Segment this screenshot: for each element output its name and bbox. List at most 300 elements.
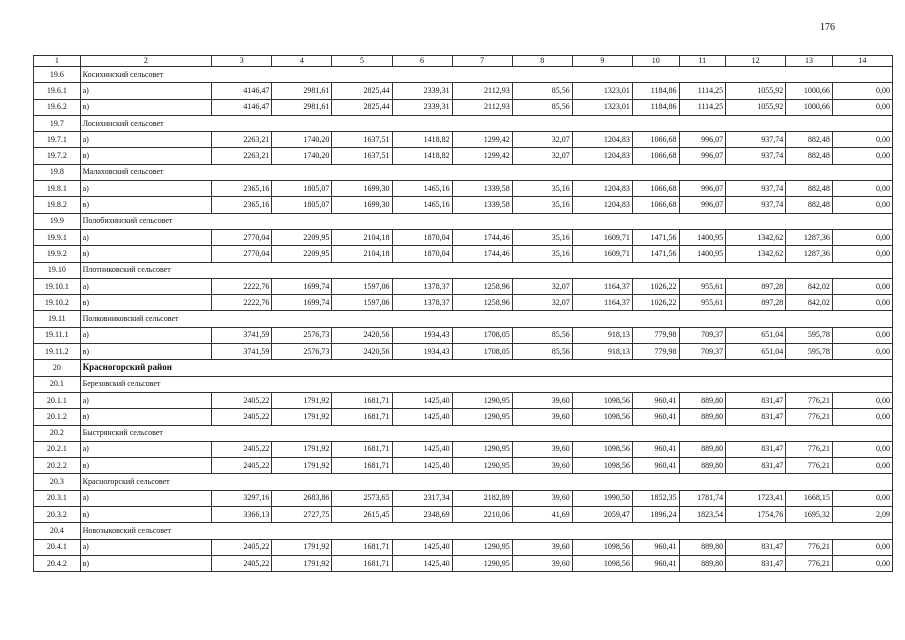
column-number: 1 [34, 56, 81, 67]
value-cell: 779,98 [632, 344, 679, 360]
row-code: 20.3.1 [34, 490, 81, 506]
section-title: Березовский сельсовет [80, 376, 892, 392]
section-code: 20.3 [34, 474, 81, 490]
value-cell: 1418,82 [392, 132, 452, 148]
value-cell: 1164,37 [572, 278, 632, 294]
value-cell: 0,00 [832, 441, 892, 457]
value-cell: 1791,92 [272, 441, 332, 457]
value-cell: 651,04 [726, 344, 786, 360]
section-code: 20.2 [34, 425, 81, 441]
value-cell: 32,07 [512, 295, 572, 311]
value-cell: 2,09 [832, 507, 892, 523]
value-cell: 2263,21 [212, 132, 272, 148]
value-cell: 1204,83 [572, 197, 632, 213]
value-cell: 1699,30 [332, 181, 392, 197]
column-number: 7 [452, 56, 512, 67]
row-code: 20.4.1 [34, 539, 81, 555]
section-code: 19.8 [34, 164, 81, 180]
value-cell: 1609,71 [572, 246, 632, 262]
value-cell: 1000,66 [786, 99, 833, 115]
row-label: в) [80, 99, 212, 115]
section-header-row [34, 376, 893, 392]
value-cell: 2981,61 [272, 83, 332, 99]
row-label: а) [80, 132, 212, 148]
value-cell: 889,80 [679, 392, 726, 408]
value-cell: 2210,06 [452, 507, 512, 523]
value-cell: 39,60 [512, 539, 572, 555]
value-cell: 1637,51 [332, 132, 392, 148]
value-cell: 1114,25 [679, 99, 726, 115]
value-cell: 1471,56 [632, 246, 679, 262]
value-cell: 776,21 [786, 441, 833, 457]
value-cell: 1425,40 [392, 409, 452, 425]
section-title: Новозыковский сельсовет [80, 523, 892, 539]
value-cell: 4146,47 [212, 99, 272, 115]
value-cell: 1323,01 [572, 99, 632, 115]
section-code: 19.11 [34, 311, 81, 327]
value-cell: 1609,71 [572, 229, 632, 245]
value-cell: 0,00 [832, 392, 892, 408]
row-label: в) [80, 344, 212, 360]
value-cell: 2317,34 [392, 490, 452, 506]
value-cell: 1708,05 [452, 327, 512, 343]
value-cell: 1287,36 [786, 229, 833, 245]
value-cell: 1000,66 [786, 83, 833, 99]
value-cell: 2182,89 [452, 490, 512, 506]
value-cell: 1342,62 [726, 246, 786, 262]
value-cell: 996,07 [679, 181, 726, 197]
value-cell: 1934,43 [392, 344, 452, 360]
value-cell: 1681,71 [332, 555, 392, 571]
value-cell: 2576,73 [272, 344, 332, 360]
value-cell: 0,00 [832, 327, 892, 343]
value-cell: 1425,40 [392, 441, 452, 457]
section-title: Полобихинский сельсовет [80, 213, 892, 229]
value-cell: 1471,56 [632, 229, 679, 245]
value-cell: 1791,92 [272, 458, 332, 474]
section-title: Красногорский сельсовет [80, 474, 892, 490]
row-label: в) [80, 246, 212, 262]
value-cell: 1299,42 [452, 148, 512, 164]
table-row [34, 197, 893, 213]
value-cell: 1290,95 [452, 458, 512, 474]
value-cell: 1184,86 [632, 83, 679, 99]
section-code: 20.1 [34, 376, 81, 392]
value-cell: 32,07 [512, 148, 572, 164]
value-cell: 3741,59 [212, 327, 272, 343]
value-cell: 2770,04 [212, 246, 272, 262]
table-row [34, 295, 893, 311]
row-code: 19.10.2 [34, 295, 81, 311]
value-cell: 1791,92 [272, 539, 332, 555]
table-row [34, 458, 893, 474]
column-number: 5 [332, 56, 392, 67]
value-cell: 960,41 [632, 392, 679, 408]
value-cell: 2104,18 [332, 246, 392, 262]
value-cell: 0,00 [832, 490, 892, 506]
value-cell: 39,60 [512, 555, 572, 571]
value-cell: 889,80 [679, 539, 726, 555]
section-header-row [34, 115, 893, 131]
row-code: 19.8.2 [34, 197, 81, 213]
value-cell: 1055,92 [726, 83, 786, 99]
value-cell: 1066,68 [632, 148, 679, 164]
row-code: 20.1.1 [34, 392, 81, 408]
district-title: Красногорский район [80, 360, 892, 376]
value-cell: 2727,75 [272, 507, 332, 523]
value-cell: 39,60 [512, 441, 572, 457]
value-cell: 709,37 [679, 327, 726, 343]
value-cell: 1258,96 [452, 295, 512, 311]
value-cell: 1805,07 [272, 181, 332, 197]
row-code: 19.9.2 [34, 246, 81, 262]
row-code: 19.8.1 [34, 181, 81, 197]
value-cell: 960,41 [632, 409, 679, 425]
value-cell: 2825,44 [332, 83, 392, 99]
value-cell: 2420,56 [332, 344, 392, 360]
value-cell: 0,00 [832, 83, 892, 99]
value-cell: 937,74 [726, 197, 786, 213]
value-cell: 1066,68 [632, 181, 679, 197]
column-number: 14 [832, 56, 892, 67]
row-label: в) [80, 458, 212, 474]
row-code: 19.7.2 [34, 148, 81, 164]
section-title: Лосихинский сельсовет [80, 115, 892, 131]
value-cell: 39,60 [512, 409, 572, 425]
value-cell: 2222,76 [212, 295, 272, 311]
value-cell: 918,13 [572, 327, 632, 343]
value-cell: 1870,04 [392, 246, 452, 262]
value-cell: 0,00 [832, 555, 892, 571]
table-row [34, 490, 893, 506]
value-cell: 1258,96 [452, 278, 512, 294]
value-cell: 0,00 [832, 246, 892, 262]
row-code: 19.9.1 [34, 229, 81, 245]
value-cell: 1597,06 [332, 295, 392, 311]
value-cell: 882,48 [786, 132, 833, 148]
value-cell: 1695,32 [786, 507, 833, 523]
row-code: 20.1.2 [34, 409, 81, 425]
value-cell: 889,80 [679, 555, 726, 571]
value-cell: 1204,83 [572, 148, 632, 164]
section-header-row [34, 474, 893, 490]
table-row [34, 99, 893, 115]
section-code: 19.10 [34, 262, 81, 278]
value-cell: 1681,71 [332, 441, 392, 457]
value-cell: 32,07 [512, 278, 572, 294]
value-cell: 32,07 [512, 132, 572, 148]
value-cell: 1744,46 [452, 229, 512, 245]
value-cell: 0,00 [832, 539, 892, 555]
column-number: 12 [726, 56, 786, 67]
value-cell: 1699,74 [272, 295, 332, 311]
value-cell: 1323,01 [572, 83, 632, 99]
row-label: а) [80, 181, 212, 197]
value-cell: 776,21 [786, 392, 833, 408]
value-cell: 1098,56 [572, 392, 632, 408]
row-label: в) [80, 555, 212, 571]
table-row [34, 409, 893, 425]
value-cell: 2576,73 [272, 327, 332, 343]
value-cell: 1290,95 [452, 441, 512, 457]
table-row [34, 507, 893, 523]
section-header-row [34, 67, 893, 83]
column-number-row [34, 56, 893, 67]
row-code: 19.11.2 [34, 344, 81, 360]
column-number: 3 [212, 56, 272, 67]
value-cell: 2339,31 [392, 83, 452, 99]
table-body [34, 67, 893, 572]
row-label: в) [80, 507, 212, 523]
value-cell: 35,16 [512, 181, 572, 197]
row-label: в) [80, 409, 212, 425]
table-row [34, 229, 893, 245]
value-cell: 897,28 [726, 278, 786, 294]
value-cell: 2405,22 [212, 458, 272, 474]
value-cell: 1400,95 [679, 246, 726, 262]
value-cell: 3366,13 [212, 507, 272, 523]
value-cell: 1681,71 [332, 409, 392, 425]
column-number: 13 [786, 56, 833, 67]
value-cell: 1400,95 [679, 229, 726, 245]
value-cell: 1098,56 [572, 441, 632, 457]
table-row [34, 392, 893, 408]
value-cell: 955,61 [679, 295, 726, 311]
table-row [34, 327, 893, 343]
value-cell: 2112,93 [452, 99, 512, 115]
row-code: 20.2.2 [34, 458, 81, 474]
value-cell: 2981,61 [272, 99, 332, 115]
table-row [34, 83, 893, 99]
value-cell: 2348,69 [392, 507, 452, 523]
district-header-row [34, 360, 893, 376]
value-cell: 85,56 [512, 99, 572, 115]
value-cell: 889,80 [679, 409, 726, 425]
column-number: 4 [272, 56, 332, 67]
table-row [34, 132, 893, 148]
row-label: а) [80, 83, 212, 99]
value-cell: 1708,05 [452, 344, 512, 360]
value-cell: 85,56 [512, 327, 572, 343]
row-code: 19.6.1 [34, 83, 81, 99]
value-cell: 2405,22 [212, 392, 272, 408]
value-cell: 1339,58 [452, 181, 512, 197]
value-cell: 1098,56 [572, 409, 632, 425]
value-cell: 709,37 [679, 344, 726, 360]
value-cell: 996,07 [679, 148, 726, 164]
value-cell: 595,78 [786, 344, 833, 360]
section-header-row [34, 164, 893, 180]
value-cell: 776,21 [786, 409, 833, 425]
column-number: 6 [392, 56, 452, 67]
value-cell: 1290,95 [452, 392, 512, 408]
column-number: 8 [512, 56, 572, 67]
value-cell: 85,56 [512, 83, 572, 99]
value-cell: 4146,47 [212, 83, 272, 99]
value-cell: 1339,58 [452, 197, 512, 213]
value-cell: 776,21 [786, 458, 833, 474]
value-cell: 0,00 [832, 409, 892, 425]
table-row [34, 555, 893, 571]
value-cell: 1791,92 [272, 555, 332, 571]
value-cell: 1791,92 [272, 409, 332, 425]
value-cell: 39,60 [512, 458, 572, 474]
row-code: 20.2.1 [34, 441, 81, 457]
value-cell: 937,74 [726, 181, 786, 197]
section-header-row [34, 213, 893, 229]
tariff-table [33, 55, 893, 572]
section-header-row [34, 262, 893, 278]
value-cell: 1378,37 [392, 278, 452, 294]
value-cell: 937,74 [726, 148, 786, 164]
value-cell: 0,00 [832, 99, 892, 115]
row-label: а) [80, 327, 212, 343]
row-code: 19.10.1 [34, 278, 81, 294]
value-cell: 1465,16 [392, 181, 452, 197]
value-cell: 842,02 [786, 295, 833, 311]
row-code: 19.6.2 [34, 99, 81, 115]
value-cell: 960,41 [632, 555, 679, 571]
section-title: Малаховский сельсовет [80, 164, 892, 180]
row-code: 20.4.2 [34, 555, 81, 571]
value-cell: 2365,16 [212, 197, 272, 213]
value-cell: 960,41 [632, 458, 679, 474]
row-label: в) [80, 197, 212, 213]
value-cell: 2222,76 [212, 278, 272, 294]
value-cell: 0,00 [832, 278, 892, 294]
column-number: 2 [80, 56, 212, 67]
column-number: 9 [572, 56, 632, 67]
section-code: 20 [34, 360, 81, 376]
value-cell: 1597,06 [332, 278, 392, 294]
value-cell: 960,41 [632, 539, 679, 555]
value-cell: 831,47 [726, 409, 786, 425]
value-cell: 831,47 [726, 539, 786, 555]
value-cell: 0,00 [832, 344, 892, 360]
section-header-row [34, 311, 893, 327]
value-cell: 39,60 [512, 392, 572, 408]
row-code: 19.11.1 [34, 327, 81, 343]
table-row [34, 344, 893, 360]
value-cell: 1098,56 [572, 539, 632, 555]
value-cell: 1852,35 [632, 490, 679, 506]
row-label: а) [80, 490, 212, 506]
value-cell: 35,16 [512, 246, 572, 262]
value-cell: 882,48 [786, 181, 833, 197]
section-title: Плотниковский сельсовет [80, 262, 892, 278]
section-header-row [34, 523, 893, 539]
value-cell: 1668,15 [786, 490, 833, 506]
value-cell: 85,56 [512, 344, 572, 360]
value-cell: 831,47 [726, 555, 786, 571]
value-cell: 1287,36 [786, 246, 833, 262]
table-row [34, 278, 893, 294]
value-cell: 776,21 [786, 539, 833, 555]
row-code: 20.3.2 [34, 507, 81, 523]
value-cell: 2405,22 [212, 539, 272, 555]
value-cell: 2825,44 [332, 99, 392, 115]
value-cell: 1723,41 [726, 490, 786, 506]
row-label: в) [80, 295, 212, 311]
row-label: а) [80, 229, 212, 245]
value-cell: 1465,16 [392, 197, 452, 213]
value-cell: 897,28 [726, 295, 786, 311]
page-number: 176 [820, 22, 835, 33]
section-title: Полковниковский сельсовет [80, 311, 892, 327]
value-cell: 2405,22 [212, 409, 272, 425]
value-cell: 39,60 [512, 490, 572, 506]
value-cell: 889,80 [679, 441, 726, 457]
value-cell: 2209,95 [272, 246, 332, 262]
value-cell: 0,00 [832, 181, 892, 197]
value-cell: 955,61 [679, 278, 726, 294]
value-cell: 1425,40 [392, 539, 452, 555]
table-row [34, 441, 893, 457]
value-cell: 960,41 [632, 441, 679, 457]
value-cell: 996,07 [679, 132, 726, 148]
value-cell: 1066,68 [632, 132, 679, 148]
value-cell: 842,02 [786, 278, 833, 294]
value-cell: 0,00 [832, 132, 892, 148]
value-cell: 889,80 [679, 458, 726, 474]
value-cell: 1378,37 [392, 295, 452, 311]
value-cell: 1425,40 [392, 458, 452, 474]
value-cell: 3297,16 [212, 490, 272, 506]
value-cell: 1870,04 [392, 229, 452, 245]
value-cell: 1699,74 [272, 278, 332, 294]
value-cell: 1740,20 [272, 148, 332, 164]
value-cell: 1744,46 [452, 246, 512, 262]
value-cell: 0,00 [832, 197, 892, 213]
table-row [34, 539, 893, 555]
section-code: 20.4 [34, 523, 81, 539]
value-cell: 937,74 [726, 132, 786, 148]
value-cell: 651,04 [726, 327, 786, 343]
table-row [34, 246, 893, 262]
value-cell: 831,47 [726, 441, 786, 457]
value-cell: 595,78 [786, 327, 833, 343]
row-label: а) [80, 539, 212, 555]
value-cell: 1681,71 [332, 392, 392, 408]
column-number: 10 [632, 56, 679, 67]
value-cell: 1418,82 [392, 148, 452, 164]
value-cell: 1204,83 [572, 181, 632, 197]
section-code: 19.9 [34, 213, 81, 229]
value-cell: 882,48 [786, 197, 833, 213]
value-cell: 2104,18 [332, 229, 392, 245]
value-cell: 0,00 [832, 229, 892, 245]
value-cell: 1425,40 [392, 555, 452, 571]
value-cell: 2209,95 [272, 229, 332, 245]
value-cell: 831,47 [726, 458, 786, 474]
column-number: 11 [679, 56, 726, 67]
value-cell: 1699,30 [332, 197, 392, 213]
value-cell: 1026,22 [632, 295, 679, 311]
value-cell: 1055,92 [726, 99, 786, 115]
value-cell: 779,98 [632, 327, 679, 343]
value-cell: 2112,93 [452, 83, 512, 99]
value-cell: 1114,25 [679, 83, 726, 99]
row-label: в) [80, 148, 212, 164]
section-header-row [34, 425, 893, 441]
value-cell: 2405,22 [212, 555, 272, 571]
value-cell: 3741,59 [212, 344, 272, 360]
section-title: Быстрянский сельсовет [80, 425, 892, 441]
value-cell: 1290,95 [452, 539, 512, 555]
value-cell: 2573,65 [332, 490, 392, 506]
value-cell: 1681,71 [332, 539, 392, 555]
value-cell: 1204,83 [572, 132, 632, 148]
